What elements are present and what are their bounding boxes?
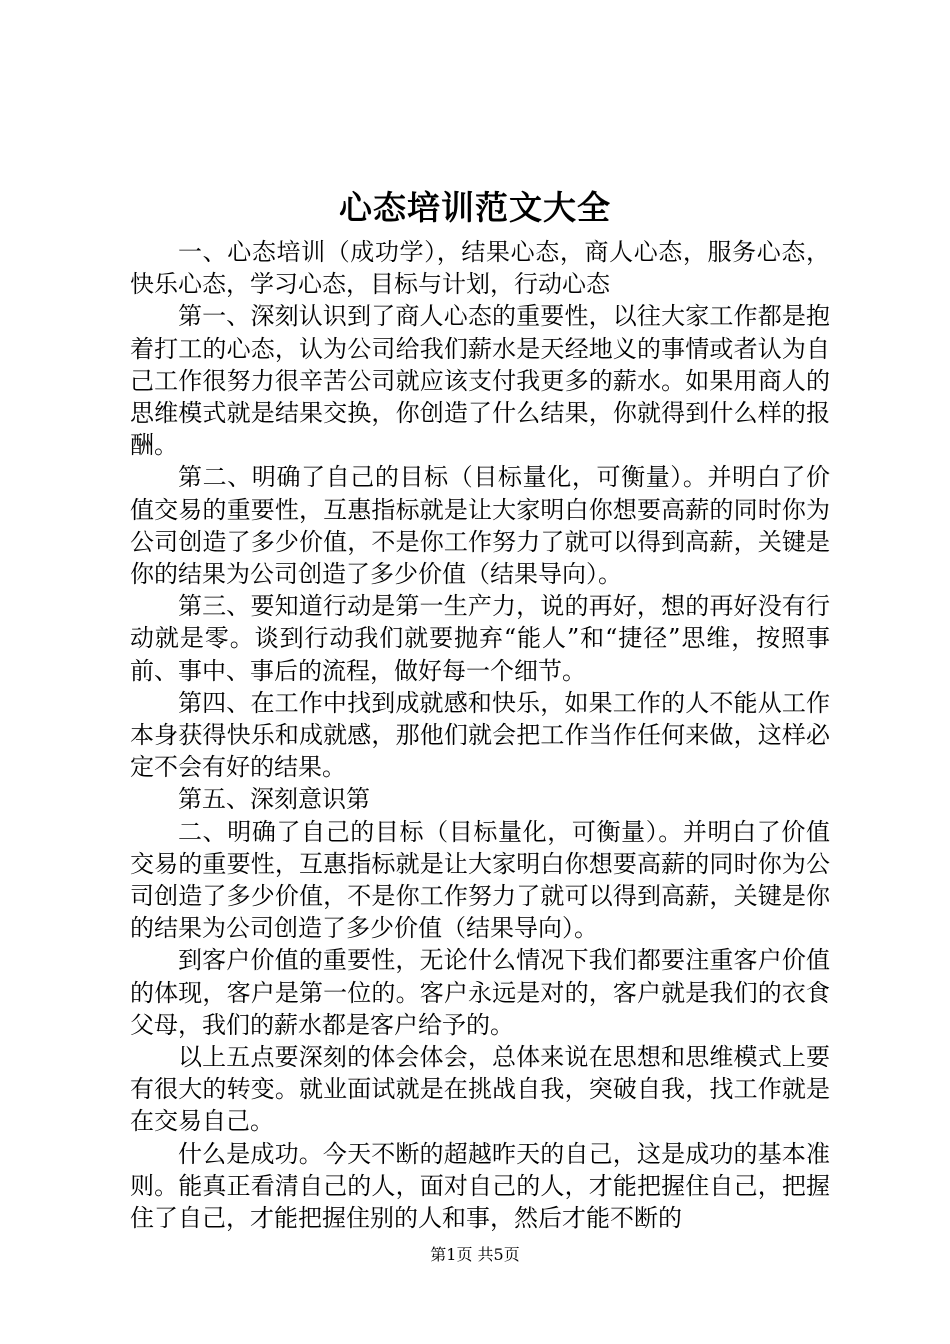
paragraph: 第二、明确了自己的目标（目标量化，可衡量）。并明白了价值交易的重要性，互惠指标就是让大家明白你想要高薪的同时你为公司创造了多少价值，不是你工作努力了就可以得到高薪，关键是你的结果为公司创造了多少价值（结果导向）。 — [130, 463, 830, 589]
paragraph: 第三、要知道行动是第一生产力，说的再好，想的再好没有行动就是零。谈到行动我们就要抛弃“能人”和“捷径”思维，按照事前、事中、事后的流程，做好每一个细节。 — [130, 592, 830, 685]
document-body — [130, 236, 830, 1234]
paragraph: 什么是成功。今天不断的超越昨天的自己，这是成功的基本准则。能真正看清自己的人，面对自己的人，才能把握住自己，把握住了自己，才能把握住别的人和事，然后才能不断的 — [130, 1139, 830, 1233]
paragraph: 以上五点要深刻的体会体会，总体来说在思想和思维模式上要有很大的转变。就业面试就是在挑战自我，突破自我，找工作就是在交易自己。 — [130, 1043, 830, 1136]
paragraph: 二、明确了自己的目标（目标量化，可衡量）。并明白了价值交易的重要性，互惠指标就是让大家明白你想要高薪的同时你为公司创造了多少价值，不是你工作努力了就可以得到高薪，关键是你的结果为公司创造了多少价值（结果导向）。 — [130, 817, 830, 943]
paragraph: 第一、深刻认识到了商人心态的重要性，以往大家工作都是抱着打工的心态，认为公司给我们薪水是天经地义的事情或者认为自己工作很努力很辛苦公司就应该支付我更多的薪水。如果用商人的思维模式就是结果交换，你创造了什么结果，你就得到什么样的报酬。 — [130, 302, 830, 460]
document-title: 心态培训范文大全 — [339, 188, 611, 227]
paragraph: 第四、在工作中找到成就感和快乐，如果工作的人不能从工作本身获得快乐和成就感，那他们就会把工作当作任何来做，这样必定不会有好的结果。 — [130, 688, 830, 782]
paragraph: 第五、深刻意识第 — [178, 785, 370, 814]
paragraph: 到客户价值的重要性，无论什么情况下我们都要注重客户价值的体现，客户是第一位的。客户永远是对的，客户就是我们的衣食父母，我们的薪水都是客户给予的。 — [130, 946, 830, 1039]
paragraph: 一、心态培训（成功学），结果心态，商人心态，服务心态，快乐心态，学习心态，目标与计划，行动心态 — [130, 238, 830, 299]
page-number-footer: 第1页 共5页 — [430, 1245, 520, 1264]
